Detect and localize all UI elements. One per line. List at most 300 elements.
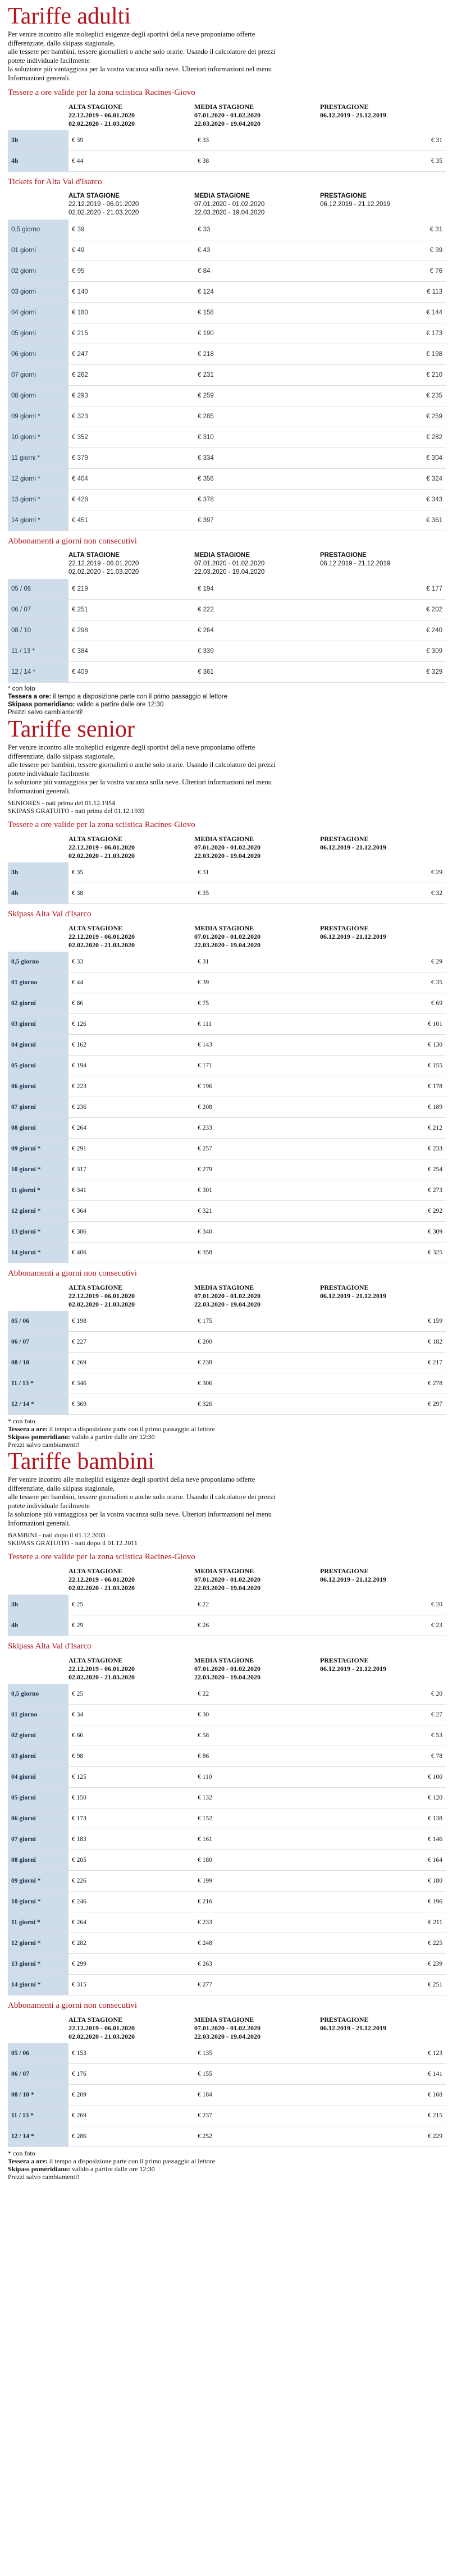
row-label: 12 giorni *: [8, 1201, 68, 1222]
price-cell: € 159: [320, 1311, 446, 1332]
price-cell: € 384: [68, 641, 194, 662]
table-row: [8, 1180, 446, 1201]
price-cell: € 285: [194, 407, 320, 427]
afternoon-note-text: valido a partire dalle ore 12:30: [70, 1433, 155, 1441]
price-cell: € 315: [68, 1975, 194, 1995]
table-row: [8, 1056, 446, 1076]
row-label: 4h: [8, 883, 68, 904]
price-cell: € 69: [320, 993, 446, 1014]
table-row: [8, 1788, 446, 1808]
price-cell: € 135: [194, 2043, 320, 2064]
season-dates: 22.03.2020 - 19.04.2020: [194, 1584, 261, 1592]
row-label: 0,5 giorno: [8, 220, 68, 240]
row-label: 13 giorni *: [8, 1954, 68, 1975]
season-name: PRESTAGIONE: [320, 103, 369, 111]
price-cell: € 369: [68, 1394, 194, 1415]
row-label: 02 giorni: [8, 993, 68, 1014]
row-label: 12 giorni *: [8, 469, 68, 490]
daily-price-table: [8, 190, 446, 531]
table-row: [8, 490, 446, 510]
hourly-title: Tessere a ore valide per la zona sciistica Racines-Giovo: [8, 88, 195, 97]
season-dates: 02.02.2020 - 21.03.2020: [68, 941, 135, 949]
table-row: [8, 1201, 446, 1222]
season-dates: 07.01.2020 - 01.02.2020: [194, 843, 261, 851]
daily-price-table: [8, 922, 446, 1263]
table-row: [8, 1746, 446, 1767]
table-row: [8, 510, 446, 531]
table-row: [8, 600, 446, 620]
season-dates: 07.01.2020 - 01.02.2020: [194, 933, 261, 940]
table-row: [8, 151, 446, 172]
table-row: [8, 952, 446, 972]
season-dates: 22.03.2020 - 19.04.2020: [194, 1673, 261, 1681]
season-header-alta: [68, 549, 194, 579]
hourly-note-label: Tessera a ore:: [8, 1425, 48, 1433]
price-cell: € 120: [320, 1788, 446, 1808]
season-header-pre: [320, 1565, 446, 1595]
season-dates: 07.01.2020 - 01.02.2020: [194, 1292, 261, 1300]
header-spacer: [8, 922, 68, 952]
price-cell: € 235: [320, 386, 446, 407]
season-name: ALTA STAGIONE: [68, 2016, 123, 2024]
season-dates: 07.01.2020 - 01.02.2020: [194, 2024, 261, 2032]
row-label: 08 / 10: [8, 1353, 68, 1373]
daily-title: Skipass Alta Val d'Isarco: [8, 1642, 92, 1651]
price-cell: € 323: [68, 407, 194, 427]
table-row: [8, 261, 446, 282]
table-row: [8, 240, 446, 261]
season-dates: 22.03.2020 - 19.04.2020: [194, 852, 261, 860]
price-cell: € 451: [68, 510, 194, 531]
birth-line: SENIORES - nati prima del 01.12.1954: [8, 799, 115, 807]
price-cell: € 386: [68, 1222, 194, 1243]
afternoon-note-text: valido a partire dalle ore 12:30: [75, 701, 164, 708]
price-cell: € 39: [68, 130, 194, 151]
price-disclaimer: Prezzi salvo cambiamenti!: [8, 1441, 80, 1449]
price-cell: € 292: [320, 1201, 446, 1222]
season-dates: 07.01.2020 - 01.02.2020: [194, 1665, 261, 1673]
hourly-note: [8, 2157, 451, 2165]
price-cell: € 229: [320, 2126, 446, 2147]
row-label: 05 / 06: [8, 2043, 68, 2064]
footnotes: [8, 685, 451, 716]
season-name: PRESTAGIONE: [320, 193, 367, 199]
season-header-alta: [68, 190, 194, 220]
price-cell: € 264: [68, 1912, 194, 1933]
nonconsec-price-table: [8, 549, 446, 683]
price-cell: € 263: [194, 1954, 320, 1975]
season-header-pre: [320, 833, 446, 862]
season-dates: 06.12.2019 - 21.12.2019: [320, 1575, 386, 1583]
price-cell: € 194: [194, 579, 320, 600]
price-cell: € 26: [194, 1615, 320, 1636]
table-row: [8, 1118, 446, 1139]
row-label: 01 giorno: [8, 1705, 68, 1725]
price-cell: € 100: [320, 1767, 446, 1788]
intro-line: Informazioni generali.: [8, 1519, 71, 1527]
price-cell: € 352: [68, 427, 194, 448]
row-label: 06 / 07: [8, 1332, 68, 1353]
row-label: 07 giorni: [8, 1829, 68, 1850]
table-row: [8, 1076, 446, 1097]
header-spacer: [8, 1565, 68, 1595]
price-cell: € 227: [68, 1332, 194, 1353]
price-cell: € 29: [68, 1615, 194, 1636]
row-label: 10 giorni *: [8, 1892, 68, 1912]
price-cell: € 341: [68, 1180, 194, 1201]
price-cell: € 113: [320, 282, 446, 303]
price-cell: € 291: [68, 1139, 194, 1159]
table-row: [8, 1332, 446, 1353]
price-cell: € 259: [194, 386, 320, 407]
price-cell: € 25: [68, 1595, 194, 1615]
table-row: [8, 972, 446, 993]
season-header-media: [194, 922, 320, 952]
price-cell: € 293: [68, 386, 194, 407]
price-cell: € 144: [320, 303, 446, 323]
price-cell: € 231: [194, 365, 320, 386]
price-cell: € 306: [194, 1373, 320, 1394]
row-label: 01 giorno: [8, 972, 68, 993]
price-cell: € 269: [68, 2105, 194, 2126]
season-name: MEDIA STAGIONE: [194, 1656, 254, 1664]
row-label: 08 giorni: [8, 386, 68, 407]
season-dates: 22.03.2020 - 19.04.2020: [194, 209, 265, 216]
row-label: 07 giorni: [8, 365, 68, 386]
season-header-alta: [68, 1281, 194, 1311]
intro-line: alle tessere per bambini, tessere giornalieri o anche solo orarie. Usando il calcolatore dei prezzi: [8, 48, 276, 56]
price-cell: € 173: [68, 1808, 194, 1829]
bambini-section: [8, 1449, 451, 2181]
row-label: 11 giorni *: [8, 1912, 68, 1933]
price-cell: € 233: [194, 1118, 320, 1139]
season-dates: 22.12.2019 - 06.01.2020: [68, 1292, 135, 1300]
price-cell: € 248: [194, 1933, 320, 1954]
price-disclaimer: Prezzi salvo cambiamenti!: [8, 709, 83, 716]
price-cell: € 53: [320, 1725, 446, 1746]
price-cell: € 20: [320, 1684, 446, 1705]
season-dates: 22.12.2019 - 06.01.2020: [68, 933, 135, 940]
season-dates: 07.01.2020 - 01.02.2020: [194, 111, 261, 119]
afternoon-note-label: Skipass pomeridiano:: [8, 2165, 71, 2173]
table-row: [8, 2043, 446, 2064]
season-header-media: [194, 2013, 320, 2043]
row-label: 3h: [8, 862, 68, 883]
intro-line: alle tessere per bambini, tessere giornalieri o anche solo orarie. Usando il calcolatore dei prezzi: [8, 1493, 276, 1501]
price-cell: € 143: [194, 1035, 320, 1056]
page-title: Tariffe adulti: [8, 3, 131, 29]
season-dates: 06.12.2019 - 21.12.2019: [320, 111, 386, 119]
season-name: ALTA STAGIONE: [68, 103, 123, 111]
daily-price-table: [8, 1654, 446, 1995]
price-cell: € 33: [68, 952, 194, 972]
season-dates: 22.12.2019 - 06.01.2020: [68, 201, 139, 208]
row-label: 01 giorni: [8, 240, 68, 261]
season-dates: 22.03.2020 - 19.04.2020: [194, 1300, 261, 1308]
price-cell: € 215: [320, 2105, 446, 2126]
price-disclaimer: Prezzi salvo cambiamenti!: [8, 2173, 80, 2181]
hourly-title: Tessere a ore valide per la zona sciistica Racines-Giovo: [8, 820, 195, 829]
daily-title: Skipass Alta Val d'Isarco: [8, 910, 92, 919]
season-dates: 02.02.2020 - 21.03.2020: [68, 1673, 135, 1681]
price-cell: € 177: [320, 579, 446, 600]
price-cell: € 31: [194, 862, 320, 883]
price-cell: € 123: [320, 2043, 446, 2064]
season-dates: 06.12.2019 - 21.12.2019: [320, 1665, 386, 1673]
row-label: 05 giorni: [8, 1788, 68, 1808]
price-cell: € 218: [194, 344, 320, 365]
table-row: [8, 1014, 446, 1035]
row-label: 08 / 10 *: [8, 2085, 68, 2105]
table-row: [8, 2064, 446, 2085]
season-dates: 02.02.2020 - 21.03.2020: [68, 120, 135, 127]
season-name: PRESTAGIONE: [320, 1656, 369, 1664]
price-cell: € 155: [320, 1056, 446, 1076]
table-row: [8, 1097, 446, 1118]
row-label: 06 giorni: [8, 344, 68, 365]
season-dates: 06.12.2019 - 21.12.2019: [320, 560, 391, 567]
price-cell: € 180: [68, 303, 194, 323]
season-dates: 02.02.2020 - 21.03.2020: [68, 2033, 135, 2040]
price-cell: € 428: [68, 490, 194, 510]
row-label: 0,5 giorno: [8, 952, 68, 972]
season-header-pre: [320, 2013, 446, 2043]
season-dates: 02.02.2020 - 21.03.2020: [68, 852, 135, 860]
season-name: ALTA STAGIONE: [68, 552, 120, 559]
price-cell: € 31: [194, 952, 320, 972]
price-cell: € 152: [194, 1808, 320, 1829]
price-cell: € 233: [194, 1912, 320, 1933]
price-cell: € 30: [194, 1705, 320, 1725]
price-cell: € 75: [194, 993, 320, 1014]
intro-text: [8, 743, 451, 796]
season-dates: 06.12.2019 - 21.12.2019: [320, 933, 386, 940]
price-cell: € 35: [194, 883, 320, 904]
price-cell: € 86: [194, 1746, 320, 1767]
price-cell: € 343: [320, 490, 446, 510]
season-dates: 22.03.2020 - 19.04.2020: [194, 569, 265, 576]
intro-line: Per venire incontro alle molteplici esigenze degli sportivi della neve proponiamo offerte: [8, 743, 255, 751]
season-dates: 07.01.2020 - 01.02.2020: [194, 201, 265, 208]
season-dates: 06.12.2019 - 21.12.2019: [320, 2024, 386, 2032]
senior-section: [8, 716, 451, 1449]
row-label: 08 / 10: [8, 620, 68, 641]
price-cell: € 346: [68, 1373, 194, 1394]
season-dates: 02.02.2020 - 21.03.2020: [68, 1300, 135, 1308]
season-dates: 22.12.2019 - 06.01.2020: [68, 111, 135, 119]
season-header-alta: [68, 1654, 194, 1684]
row-label: 04 giorni: [8, 1767, 68, 1788]
intro-line: potete individuale facilmente: [8, 769, 90, 778]
hourly-note-text: il tempo a disposizione parte con il primo passaggio al lettore: [47, 2157, 215, 2165]
price-cell: € 247: [68, 344, 194, 365]
season-header-row: [8, 922, 446, 952]
row-label: 11 / 13 *: [8, 1373, 68, 1394]
price-cell: € 239: [320, 1954, 446, 1975]
row-label: 05 giorni: [8, 323, 68, 344]
price-cell: € 238: [194, 1353, 320, 1373]
season-header-pre: [320, 1654, 446, 1684]
price-cell: € 208: [194, 1097, 320, 1118]
price-cell: € 182: [320, 1332, 446, 1353]
table-row: [8, 1808, 446, 1829]
price-cell: € 397: [194, 510, 320, 531]
price-cell: € 215: [68, 323, 194, 344]
table-row: [8, 1829, 446, 1850]
price-cell: € 158: [194, 303, 320, 323]
nonconsec-title: Abbonamenti a giorni non consecutivi: [8, 537, 137, 546]
birth-note: [8, 1531, 451, 1547]
table-row: [8, 303, 446, 323]
season-header-pre: [320, 101, 446, 130]
header-spacer: [8, 549, 68, 579]
afternoon-note: [8, 701, 451, 709]
hourly-note-label: Tessera a ore:: [8, 2157, 48, 2165]
row-label: 14 giorni *: [8, 510, 68, 531]
table-row: [8, 1912, 446, 1933]
row-label: 11 / 13 *: [8, 641, 68, 662]
daily-title: Tickets for Alta Val d'Isarco: [8, 177, 102, 186]
price-cell: € 225: [320, 1933, 446, 1954]
price-cell: € 340: [194, 1222, 320, 1243]
price-cell: € 31: [320, 130, 446, 151]
season-dates: 06.12.2019 - 21.12.2019: [320, 1292, 386, 1300]
birth-line: BAMBINI - nati dopo il 01.12.2003: [8, 1531, 106, 1539]
season-name: PRESTAGIONE: [320, 1567, 369, 1575]
row-label: 13 giorni *: [8, 1222, 68, 1243]
table-row: [8, 2126, 446, 2147]
table-row: [8, 1725, 446, 1746]
season-header-row: [8, 1654, 446, 1684]
price-cell: € 406: [68, 1243, 194, 1263]
season-name: MEDIA STAGIONE: [194, 1567, 254, 1575]
row-label: 3h: [8, 130, 68, 151]
price-cell: € 309: [320, 641, 446, 662]
table-row: [8, 862, 446, 883]
price-cell: € 78: [320, 1746, 446, 1767]
price-cell: € 321: [194, 1201, 320, 1222]
price-cell: € 27: [320, 1705, 446, 1725]
header-spacer: [8, 1281, 68, 1311]
afternoon-note-label: Skipass pomeridiano:: [8, 701, 75, 708]
price-cell: € 146: [320, 1829, 446, 1850]
price-cell: € 150: [68, 1788, 194, 1808]
row-label: 03 giorni: [8, 282, 68, 303]
afternoon-note-text: valido a partire dalle ore 12:30: [70, 2165, 155, 2173]
price-cell: € 34: [68, 1705, 194, 1725]
season-dates: 22.12.2019 - 06.01.2020: [68, 1575, 135, 1583]
photo-note: * con foto: [8, 2149, 35, 2157]
price-cell: € 210: [320, 365, 446, 386]
table-row: [8, 1954, 446, 1975]
price-cell: € 299: [68, 1954, 194, 1975]
price-cell: € 125: [68, 1767, 194, 1788]
photo-note: * con foto: [8, 686, 35, 692]
table-row: [8, 641, 446, 662]
row-label: 12 / 14 *: [8, 662, 68, 683]
season-header-media: [194, 1565, 320, 1595]
price-cell: € 251: [68, 600, 194, 620]
intro-text: [8, 1476, 451, 1528]
season-header-row: [8, 190, 446, 220]
price-cell: € 164: [320, 1850, 446, 1871]
price-cell: € 184: [194, 2085, 320, 2105]
row-label: 14 giorni *: [8, 1975, 68, 1995]
season-name: MEDIA STAGIONE: [194, 1284, 254, 1291]
season-header-row: [8, 2013, 446, 2043]
row-label: 12 / 14 *: [8, 2126, 68, 2147]
season-header-alta: [68, 922, 194, 952]
row-label: 11 / 13 *: [8, 2105, 68, 2126]
intro-line: Per venire incontro alle molteplici esigenze degli sportivi della neve proponiamo offerte: [8, 30, 255, 38]
price-cell: € 198: [68, 1311, 194, 1332]
table-row: [8, 1892, 446, 1912]
season-dates: 07.01.2020 - 01.02.2020: [194, 1575, 261, 1583]
price-cell: € 95: [68, 261, 194, 282]
season-header-row: [8, 101, 446, 130]
row-label: 14 giorni *: [8, 1243, 68, 1263]
price-cell: € 282: [68, 1933, 194, 1954]
season-dates: 22.12.2019 - 06.01.2020: [68, 2024, 135, 2032]
header-spacer: [8, 833, 68, 862]
row-label: 05 / 06: [8, 1311, 68, 1332]
page-title: Tariffe bambini: [8, 1449, 155, 1474]
price-cell: € 216: [194, 1892, 320, 1912]
price-cell: € 39: [68, 220, 194, 240]
row-label: 03 giorni: [8, 1014, 68, 1035]
price-cell: € 219: [68, 579, 194, 600]
row-label: 02 giorni: [8, 1725, 68, 1746]
price-cell: € 39: [320, 240, 446, 261]
price-cell: € 84: [194, 261, 320, 282]
season-header-media: [194, 1281, 320, 1311]
price-cell: € 35: [320, 151, 446, 172]
season-dates: 22.12.2019 - 06.01.2020: [68, 560, 139, 567]
table-row: [8, 220, 446, 240]
price-cell: € 58: [194, 1725, 320, 1746]
price-cell: € 196: [194, 1076, 320, 1097]
price-cell: € 130: [320, 1035, 446, 1056]
price-cell: € 326: [194, 1394, 320, 1415]
price-cell: € 126: [68, 1014, 194, 1035]
price-cell: € 43: [194, 240, 320, 261]
row-label: 10 giorni *: [8, 1159, 68, 1180]
price-cell: € 98: [68, 1746, 194, 1767]
season-dates: 07.01.2020 - 01.02.2020: [194, 560, 265, 567]
footnotes: [8, 2149, 451, 2181]
season-dates: 22.12.2019 - 06.01.2020: [68, 843, 135, 851]
hourly-note-label: Tessera a ore:: [8, 693, 52, 700]
table-row: [8, 386, 446, 407]
price-cell: € 101: [320, 1014, 446, 1035]
price-cell: € 329: [320, 662, 446, 683]
price-cell: € 132: [194, 1788, 320, 1808]
season-header-alta: [68, 1565, 194, 1595]
intro-line: alle tessere per bambini, tessere giornalieri o anche solo orarie. Usando il calcolatore dei prezzi: [8, 761, 276, 769]
price-cell: € 31: [320, 220, 446, 240]
afternoon-note: [8, 1433, 451, 1441]
table-row: [8, 2105, 446, 2126]
season-name: PRESTAGIONE: [320, 835, 369, 843]
price-cell: € 198: [320, 344, 446, 365]
season-header-pre: [320, 190, 446, 220]
intro-text: [8, 30, 451, 83]
price-cell: € 111: [194, 1014, 320, 1035]
birth-line: SKIPASS GRATUITO - nati dopo il 01.12.2011: [8, 1539, 138, 1547]
table-row: [8, 323, 446, 344]
price-cell: € 240: [320, 620, 446, 641]
price-cell: € 35: [320, 972, 446, 993]
